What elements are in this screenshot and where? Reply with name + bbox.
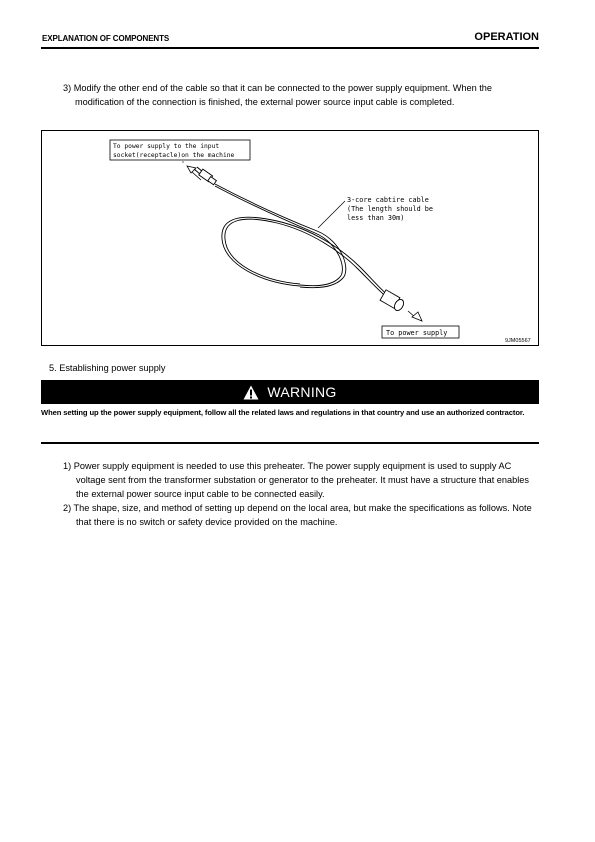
- cable-label-line-2: (The length should be: [347, 205, 433, 213]
- header-divider: [41, 47, 539, 49]
- warning-divider: [41, 442, 539, 444]
- input-plug-icon: [194, 167, 216, 185]
- supply-label: To power supply: [386, 329, 448, 337]
- cable-label-line-1: 3-core cabtire cable: [347, 196, 429, 204]
- cable-leader-line: [318, 201, 345, 228]
- header-section-title: EXPLANATION OF COMPONENTS: [42, 34, 170, 43]
- input-arrow-icon: [183, 161, 201, 180]
- warning-banner: [41, 380, 539, 404]
- figure-id: 9JM05567: [505, 338, 531, 344]
- list-item: 2) The shape, size, and method of setting up depend on the local area, but make the specifications as follows. Note that there is no switch or safety device provided on the machine.: [63, 503, 532, 527]
- warning-text: When setting up the power supply equipment, follow all the related laws and regulations in that country and use an authorized contractor.: [41, 408, 525, 417]
- section-5-heading: 5. Establishing power supply: [49, 363, 166, 373]
- list-item: 1) Power supply equipment is needed to use this preheater. The power supply equipment is used to supply AC voltage sent from the transformer substation or generator to the preheater. It must have a structure that enables the external power source input cable to be connected easily.: [63, 461, 529, 499]
- cable-label-line-3: less than 30m): [347, 214, 405, 222]
- header-chapter-title: OPERATION: [474, 31, 539, 43]
- supply-connector-icon: [380, 290, 405, 312]
- warning-triangle-icon: [243, 385, 259, 400]
- cable-illustration: [42, 131, 540, 347]
- input-label-line-2: socket(receptacle)on the machine: [113, 152, 235, 159]
- warning-title: WARNING: [267, 384, 337, 400]
- cable-figure: [41, 130, 539, 346]
- step-3-text: 3) Modify the other end of the cable so that it can be connected to the power supply equipment. When the modification of the connection is finished, the external power source input cable is completed.: [63, 83, 493, 107]
- step-3-paragraph: [63, 82, 541, 109]
- supply-arrow-icon: [408, 311, 422, 321]
- power-supply-list: [63, 459, 541, 529]
- input-label-line-1: To power supply to the input: [113, 143, 220, 150]
